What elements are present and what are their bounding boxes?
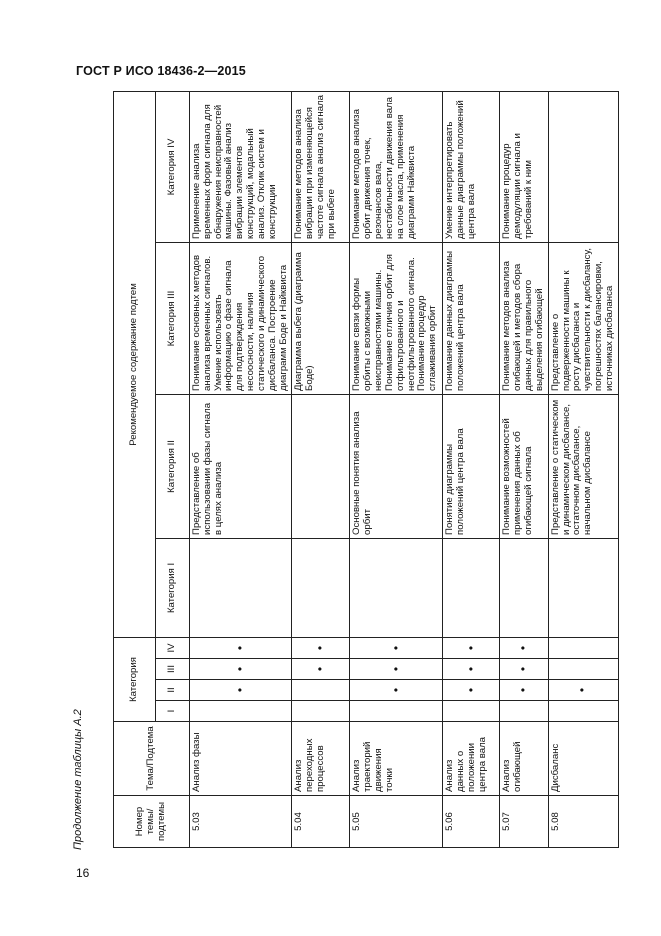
mark-cat-4: • <box>190 637 292 658</box>
mark-cat-2: • <box>500 680 548 701</box>
row-topic: Анализ фазы <box>190 722 292 796</box>
mark-cat-3: • <box>292 659 350 680</box>
content-cat-2 <box>292 394 350 538</box>
table-row <box>350 91 443 847</box>
mark-cat-1 <box>443 701 500 722</box>
content-cat-4: Умение интерпретировать данные диаграммы положений центра вала <box>443 91 500 242</box>
header-category: Категория <box>114 637 156 721</box>
page-header: ГОСТ Р ИСО 18436-2—2015 <box>76 64 246 78</box>
row-topic: Дисбаланс <box>548 722 618 796</box>
page-number: 16 <box>76 866 90 880</box>
row-topic: Анализ переходных процессов <box>292 722 350 796</box>
mark-cat-2: • <box>443 680 500 701</box>
mark-cat-4: • <box>500 637 548 658</box>
table-row <box>548 91 618 847</box>
content-cat-4 <box>548 91 618 242</box>
mark-cat-3: • <box>443 659 500 680</box>
mark-cat-4: • <box>350 637 443 658</box>
mark-cat-2: • <box>548 680 618 701</box>
row-number: 5.08 <box>548 796 618 848</box>
mark-cat-1 <box>190 701 292 722</box>
content-cat-1 <box>548 538 618 637</box>
row-number: 5.06 <box>443 796 500 848</box>
mark-cat-4: • <box>443 637 500 658</box>
header-content-cat-4: Категория IV <box>156 91 190 242</box>
row-topic: Анализ огибающей <box>500 722 548 796</box>
content-cat-4: Применение анализа временных форм сигнала для обнаружения неисправностей машины. Фазовый анализ вибрации элементов конструкций, модальный анализ. Отклик систем и конструкции <box>190 91 292 242</box>
header-topic: Тема/Подтема <box>114 722 190 796</box>
header-content-cat-1: Категория I <box>156 538 190 637</box>
content-cat-4: Понимание методов анализа вибрации при изменяющейся частоте сигнала анализ сигнала при выбеге <box>292 91 350 242</box>
table-row <box>500 91 548 847</box>
mark-cat-4: • <box>292 637 350 658</box>
content-cat-1 <box>443 538 500 637</box>
mark-cat-1 <box>292 701 350 722</box>
header-number: Номер темы/подтемы <box>114 796 190 848</box>
mark-cat-3: • <box>500 659 548 680</box>
header-content-cat-3: Категория III <box>156 242 190 394</box>
table-caption: Продолжение таблицы А.2 <box>72 709 84 850</box>
mark-cat-1 <box>548 701 618 722</box>
content-cat-2: Представление об использовании фазы сигнала в целях анализа <box>190 394 292 538</box>
mark-cat-3: • <box>190 659 292 680</box>
content-cat-3: Диаграмма выбега (диаграмма Боде) <box>292 242 350 394</box>
mark-cat-3 <box>548 659 618 680</box>
header-cat-2: II <box>156 680 190 701</box>
content-cat-3: Понимание основных методов анализа временных сигналов. Умение использовать информацию о фазе сигнала для подтверждения несоосности, наличия статического и динамического дисбаланса. Построение диаграмм Боде и Найквиста <box>190 242 292 394</box>
rotated-table-container <box>113 92 615 848</box>
requirements-table <box>113 91 619 848</box>
content-cat-2: Представление о статическом и динамическом дисбалансе, остаточном дисбалансе, начальном дисбалансе <box>548 394 618 538</box>
row-number: 5.04 <box>292 796 350 848</box>
content-cat-2: Понятие диаграммы положений центра вала <box>443 394 500 538</box>
table-row <box>292 91 350 847</box>
content-cat-4: Понимание методов анализа орбит движения точек, резонансов вала, нестабильности движения вала на слое масла, применения диаграмм Найквиста <box>350 91 443 242</box>
content-cat-3: Понимание данных диаграммы положений центра вала <box>443 242 500 394</box>
content-cat-2: Понимание возможностей применения данных об огибающей сигнала <box>500 394 548 538</box>
row-topic: Анализ данных о положении центра вала <box>443 722 500 796</box>
content-cat-1 <box>350 538 443 637</box>
mark-cat-4 <box>548 637 618 658</box>
row-number: 5.03 <box>190 796 292 848</box>
table-row <box>190 91 292 847</box>
header-cat-3: III <box>156 659 190 680</box>
mark-cat-1 <box>350 701 443 722</box>
header-recommended: Рекомендуемое содержание подтем <box>114 91 156 637</box>
content-cat-3: Понимание связи формы орбиты с возможными неисправностями машины. Понимание отличия орбит для отфильтрованного и неотфильтрованного сигнала. Понимание процедур сглаживания орбит <box>350 242 443 394</box>
content-cat-3: Понимание методов анализа огибающей и методов сбора данных для правильного выделения огибающей <box>500 242 548 394</box>
content-cat-4: Понимание процедур демодуляции сигнала и требований к ним <box>500 91 548 242</box>
content-cat-1 <box>500 538 548 637</box>
mark-cat-2: • <box>350 680 443 701</box>
row-topic: Анализ траекторий движения точки <box>350 722 443 796</box>
header-cat-4: IV <box>156 637 190 658</box>
row-number: 5.05 <box>350 796 443 848</box>
mark-cat-2: • <box>190 680 292 701</box>
header-content-cat-2: Категория II <box>156 394 190 538</box>
content-cat-3: Представление о подверженности машины к росту дисбаланса и чувствительности к дисбалансу, погрешностях балансировки, источниках дисбаланса <box>548 242 618 394</box>
mark-cat-2 <box>292 680 350 701</box>
content-cat-1 <box>190 538 292 637</box>
header-cat-1: I <box>156 701 190 722</box>
row-number: 5.07 <box>500 796 548 848</box>
table-row <box>443 91 500 847</box>
content-cat-1 <box>292 538 350 637</box>
mark-cat-3: • <box>350 659 443 680</box>
content-cat-2: Основные понятия анализа орбит <box>350 394 443 538</box>
mark-cat-1 <box>500 701 548 722</box>
